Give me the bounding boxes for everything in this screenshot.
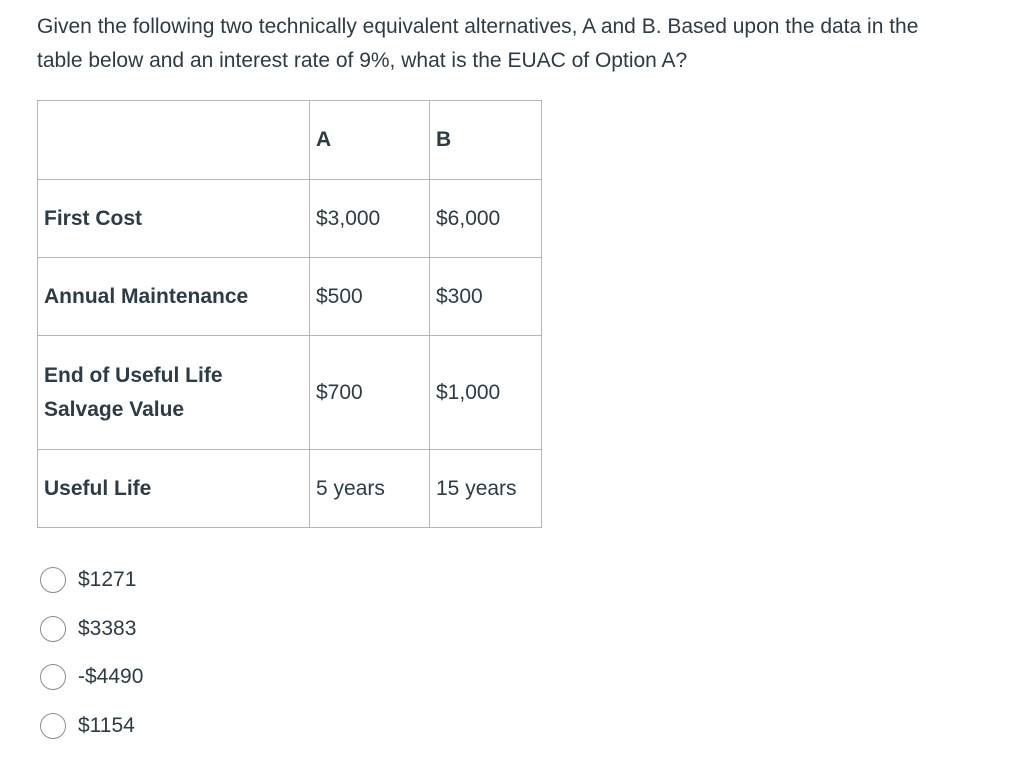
table-row: [38, 450, 542, 528]
answer-options: [40, 556, 143, 750]
row-label-line: Salvage Value: [44, 397, 185, 421]
row-label-line: Annual Maintenance: [44, 284, 249, 308]
table-row: [38, 180, 542, 258]
table-header-b: B: [430, 101, 542, 180]
cell-b-first-cost: $6,000: [430, 180, 542, 258]
answer-option[interactable]: [40, 653, 143, 702]
row-label-line: Useful Life: [44, 476, 152, 500]
table-header-a: A: [310, 101, 430, 180]
answer-option[interactable]: [40, 605, 143, 654]
comparison-table: [37, 100, 542, 528]
answer-label: $1154: [78, 713, 135, 737]
radio-button[interactable]: [40, 616, 66, 642]
row-label-useful-life: [38, 450, 310, 528]
table-row: [38, 336, 542, 450]
answer-option[interactable]: [40, 556, 143, 605]
cell-b-salvage-value: $1,000: [430, 336, 542, 450]
radio-button[interactable]: [40, 713, 66, 739]
row-label-line: First Cost: [44, 206, 143, 230]
answer-label: $3383: [78, 616, 137, 640]
table-header-row: [38, 101, 542, 180]
radio-button[interactable]: [40, 664, 66, 690]
table-row: [38, 258, 542, 336]
question-text: Given the following two technically equivalent alternatives, A and B. Based upon the data in the table below and an interest rate of 9%, what is the EUAC of Option A?: [37, 15, 919, 72]
row-label-salvage-value: [38, 336, 310, 450]
answer-option[interactable]: [40, 702, 143, 751]
answer-label: -$4490: [78, 665, 144, 689]
cell-b-annual-maintenance: $300: [430, 258, 542, 336]
cell-a-annual-maintenance: $500: [310, 258, 430, 336]
radio-button[interactable]: [40, 567, 66, 593]
table-header-empty: [38, 101, 310, 180]
answer-label: $1271: [78, 568, 137, 592]
cell-a-first-cost: $3,000: [310, 180, 430, 258]
row-label-annual-maintenance: [38, 258, 310, 336]
cell-a-salvage-value: $700: [310, 336, 430, 450]
row-label-first-cost: [38, 180, 310, 258]
row-label-line: End of Useful Life: [44, 363, 223, 387]
cell-a-useful-life: 5 years: [310, 450, 430, 528]
cell-b-useful-life: 15 years: [430, 450, 542, 528]
